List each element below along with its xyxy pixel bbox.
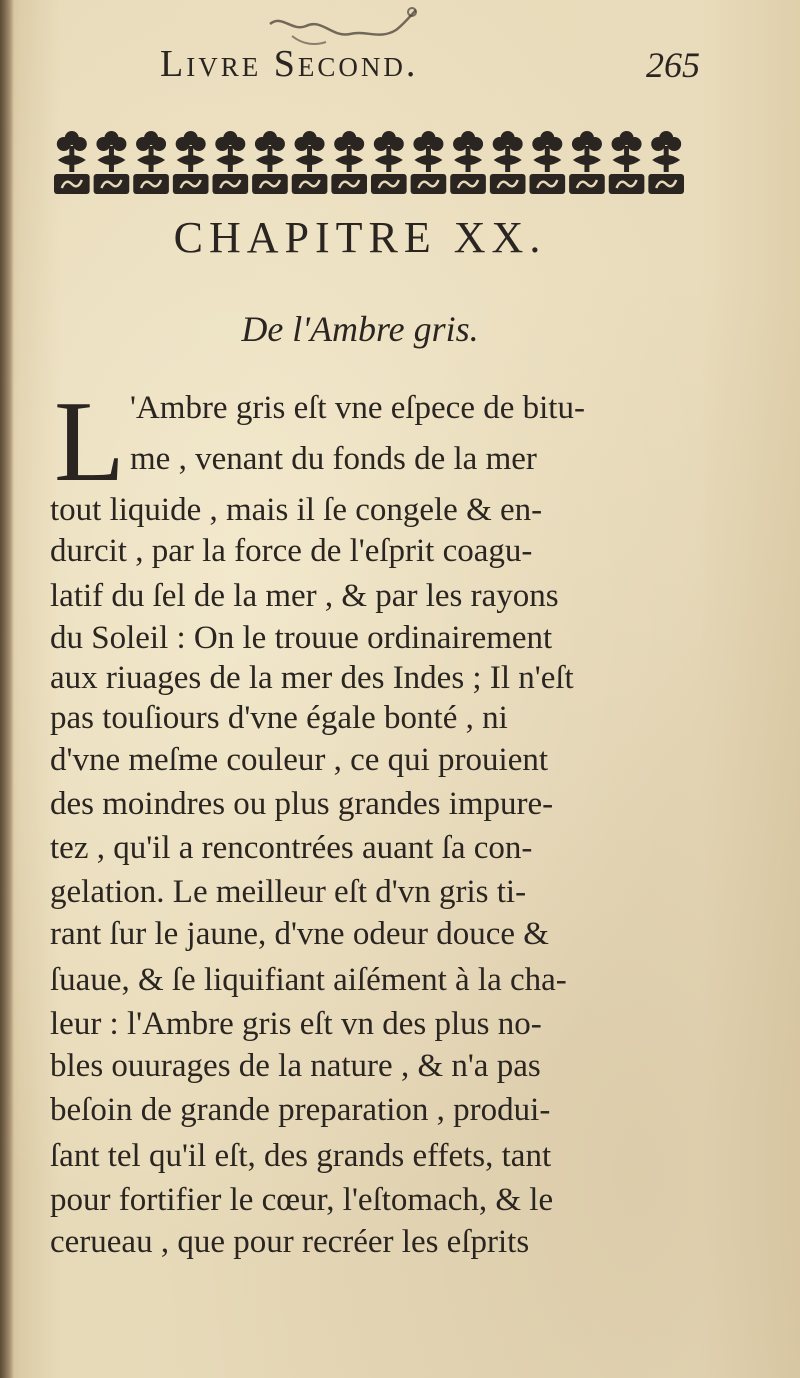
text-line: tez , qu'il a rencontrées auant ſa con-: [50, 830, 533, 866]
fleuron-icon: [648, 131, 684, 194]
text-line: gelation. Le meilleur eſt d'vn gris ti-: [50, 874, 527, 910]
text-line: durcit , par la force de l'eſprit coagu-: [50, 533, 533, 569]
fleuron-icon: [133, 131, 169, 194]
fleuron-ornament-band: [52, 130, 686, 196]
text-line: 'Ambre gris eſt vne eſpece de bitu-: [130, 390, 585, 426]
running-head-title: Livre Second.: [160, 43, 419, 85]
fleuron-icon: [411, 131, 447, 194]
fleuron-icon: [609, 131, 645, 194]
fleuron-icon: [94, 131, 130, 194]
text-line: me , venant du fonds de la mer: [130, 441, 537, 477]
text-line: aux riuages de la mer des Indes ; Il n'eſt: [50, 660, 574, 696]
fleuron-icon: [569, 131, 605, 194]
fleuron-icon: [292, 131, 328, 194]
text-line: tout liquide , mais il ſe congele & en-: [50, 492, 543, 528]
text-line: bles ouurages de la nature , & n'a pas: [50, 1048, 541, 1084]
text-line: du Soleil : On le trouue ordinairement: [50, 620, 553, 656]
text-line: des moindres ou plus grandes impure-: [50, 786, 554, 822]
text-line: ſuaue, & ſe liquifiant aiſément à la cha-: [50, 962, 567, 998]
text-line: latif du ſel de la mer , & par les rayons: [50, 578, 559, 614]
page-number: 265: [646, 45, 700, 85]
text-line: rant ſur le jaune, d'vne odeur douce &: [50, 916, 549, 952]
fleuron-icon: [213, 131, 249, 194]
drop-cap-initial: L: [54, 378, 125, 506]
fleuron-icon: [252, 131, 288, 194]
text-line: d'vne meſme couleur , ce qui prouient: [50, 742, 549, 778]
text-line: ſant tel qu'il eſt, des grands effets, tant: [50, 1138, 552, 1174]
fleuron-icon: [371, 131, 407, 194]
running-head: [160, 42, 700, 92]
fleuron-icon: [490, 131, 526, 194]
fleuron-icon: [450, 131, 486, 194]
text-line: leur : l'Ambre gris eſt vn des plus no-: [50, 1006, 542, 1042]
text-line: pas touſiours d'vne égale bonté , ni: [50, 700, 508, 736]
fleuron-icon: [54, 131, 90, 194]
text-line: pour fortifier le cœur, l'eſtomach, & le: [50, 1182, 554, 1218]
fleuron-icon: [530, 131, 566, 194]
text-line: beſoin de grande preparation , produi-: [50, 1092, 551, 1128]
text-line: cerueau , que pour recréer les eſprits: [50, 1224, 530, 1260]
chapter-subtitle: De l'Ambre gris.: [241, 309, 479, 349]
chapter-title: CHAPITRE XX.: [173, 213, 547, 262]
fleuron-icon: [173, 131, 209, 194]
page-gutter-shadow: [0, 0, 14, 1378]
fleuron-icon: [331, 131, 367, 194]
